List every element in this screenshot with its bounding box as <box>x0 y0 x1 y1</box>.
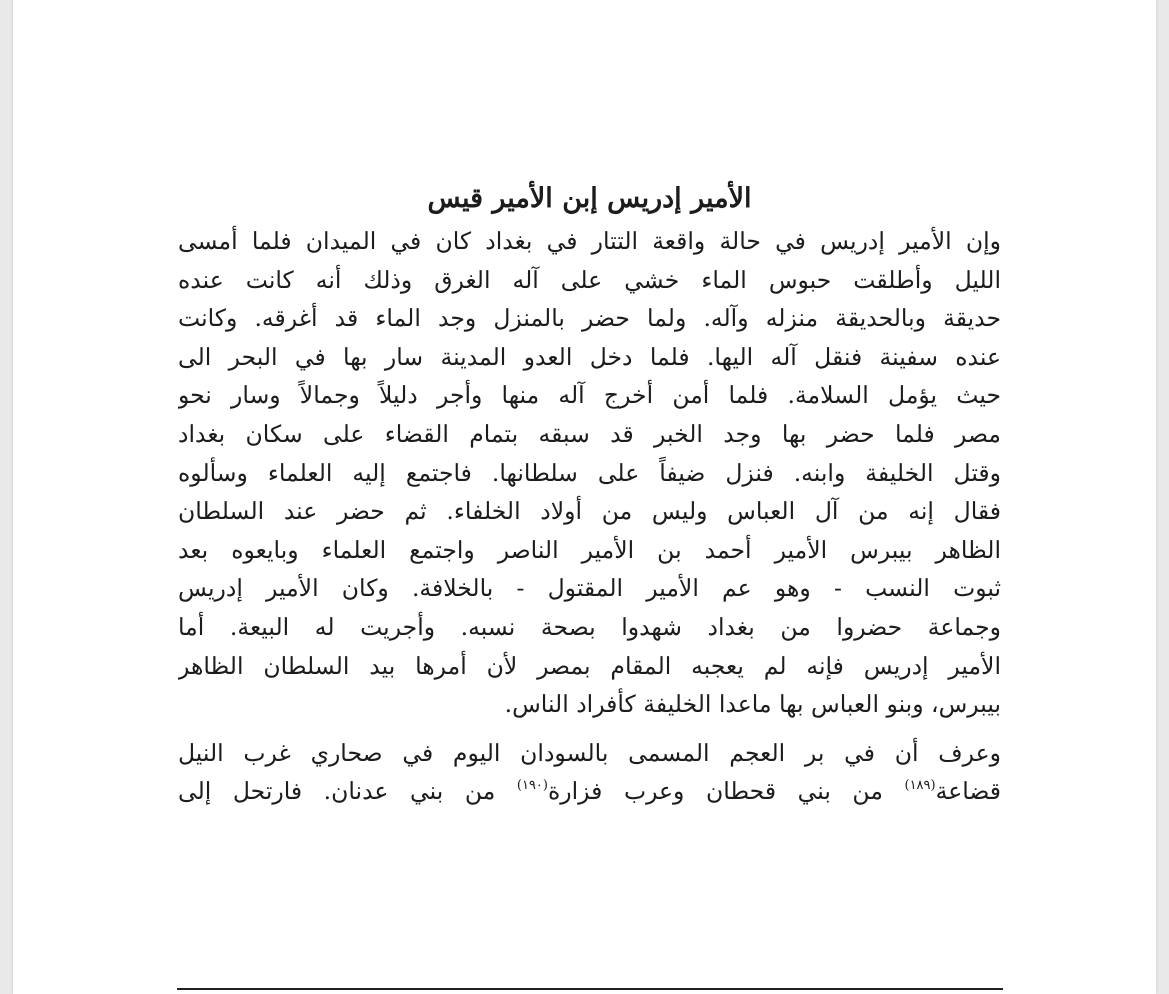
paragraph-gap <box>178 724 1001 734</box>
text-line: الظاهر بيبرس الأمير أحمد بن الأمير الناصر واجتمع العلماء وبايعوه بعد <box>178 535 1001 564</box>
text-line-with-footnotes <box>178 772 1001 811</box>
document-page <box>13 0 1156 994</box>
text-line: وجماعة حضروا من بغداد شهدوا بصحة نسبه. وأجريت له البيعة. أما <box>178 612 1001 641</box>
footnote-separator-line <box>177 988 1003 990</box>
text-line-last: بيبرس، وبنو العباس بها ماعدا الخليفة كأفراد الناس. <box>504 690 1001 719</box>
paragraph-2 <box>178 734 1001 811</box>
text-line: حيث يؤمل السلامة. فلما أمن أخرج آله منها وأجر دليلاً وجمالاً وسار نحو <box>178 381 1001 410</box>
text-line: وقتل الخليفة وابنه. فنزل ضيفاً على سلطانها. فاجتمع إليه العلماء وسألوه <box>178 458 1001 487</box>
text-line: عنده سفينة فنقل آله اليها. فلما دخل العدو المدينة سار بها في البحر الى <box>178 342 1001 371</box>
text-line: ثبوت النسب - وهو عم الأمير المقتول - بالخلافة. وكان الأمير إدريس <box>178 574 1001 603</box>
page-title: الأمير إدريس إبن الأمير قيس <box>427 183 752 214</box>
text-segment: من بني عدنان. فارتحل إلى <box>178 777 517 806</box>
text-line: الليل وأطلقت حبوس الماء خشي على آله الغرق وذلك أنه كانت عنده <box>178 265 1001 294</box>
footnote-marker[interactable]: (١٩٠) <box>516 778 548 794</box>
text-line: وعرف أن في بر العجم المسمى بالسودان اليوم في صحاري غرب النيل <box>178 738 1001 767</box>
text-segment: قضاعة <box>935 777 1001 806</box>
text-line: مصر فلما حضر بها وجد الخبر قد سبقه بتمام القضاء على سكان بغداد <box>178 419 1001 448</box>
text-line: وإن الأمير إدريس في حالة واقعة التتار في بغداد كان في الميدان فلما أمسى <box>178 227 1001 255</box>
text-line: حديقة وبالحديقة منزله وآله. ولما حضر بالمنزل وجد الماء قد أغرقه. وكانت <box>178 304 1001 333</box>
footnote-marker[interactable]: (١٨٩) <box>904 778 936 794</box>
text-line: الأمير إدريس فإنه لم يعجبه المقام بمصر لأن أمرها بيد السلطان الظاهر <box>178 651 1001 680</box>
page-content <box>178 176 1001 811</box>
text-line: فقال إنه من آل العباس وليس من أولاد الخلفاء. ثم حضر عند السلطان <box>178 497 1001 526</box>
paragraph-1 <box>178 222 1001 724</box>
text-segment: من بني قحطان وعرب فزارة <box>547 777 905 806</box>
